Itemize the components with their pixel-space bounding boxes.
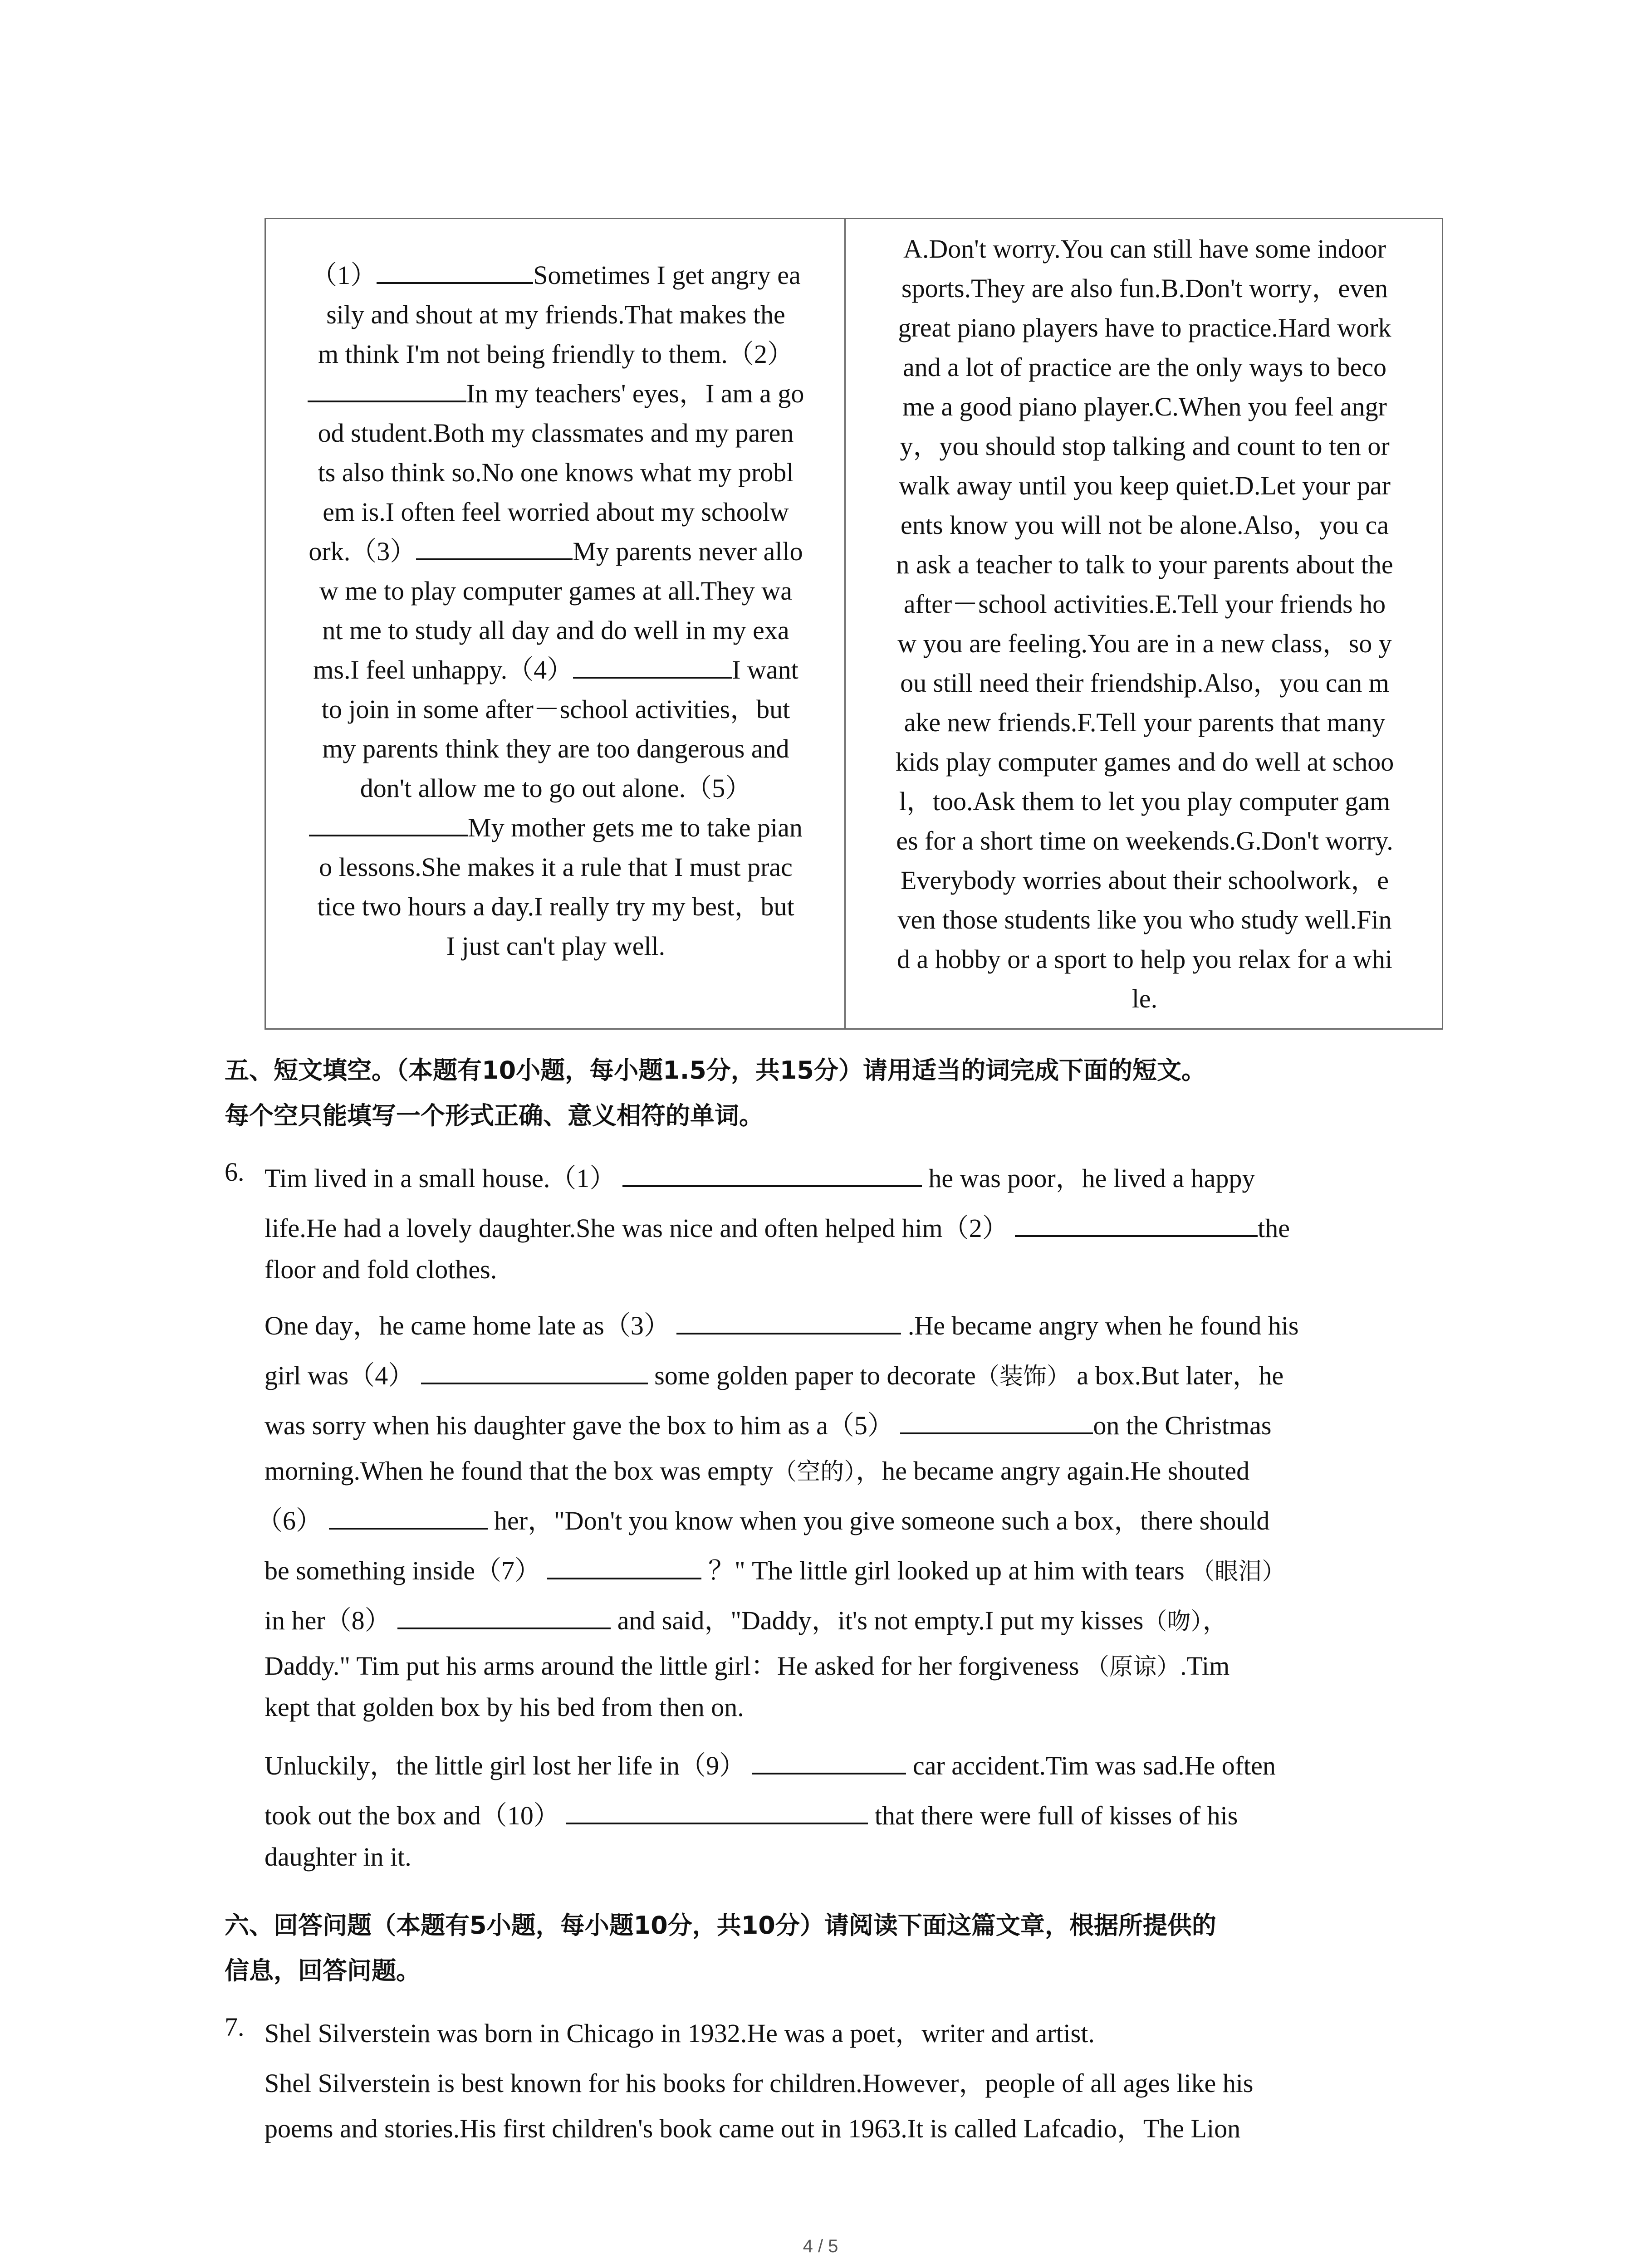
left-line: ts also think so.No one knows what my probl (318, 458, 794, 487)
q6-line-14 (265, 1794, 1238, 1832)
q6-blank-10[interactable] (566, 1823, 868, 1824)
q6-line-4 (265, 1304, 1299, 1342)
question-number: 7. (225, 2012, 245, 2042)
q6-text: car accident.Tim was sad.He often (912, 1751, 1276, 1780)
left-line: nt me to study all day and do well in my exa (322, 616, 789, 645)
q6-blank-4[interactable] (421, 1383, 648, 1384)
answer-blank-3[interactable] (416, 558, 573, 560)
q6-line-10 (265, 1599, 1229, 1637)
section6-heading-line1: 六、回答问题（本题有5小题，每小题10分，共10分）请阅读下面这篇文章，根据所提供的 (225, 1911, 1216, 1940)
right-line: me a good piano player.C.When you feel angr (902, 392, 1387, 421)
left-line: w me to play computer games at all.They wa (319, 576, 793, 606)
chinese-gloss: （吻） (1143, 1608, 1203, 1635)
right-line: ven those students like you who study well.Fin (897, 905, 1392, 934)
section5-heading-line2: 每个空只能填写一个形式正确、意义相符的单词。 (225, 1101, 764, 1130)
q6-text: ， (1202, 1606, 1229, 1635)
left-line: m think I'm not being friendly to them.（2） (318, 339, 794, 369)
q6-blank-7[interactable] (547, 1578, 701, 1579)
right-line: y，you should stop talking and count to ten or (900, 431, 1390, 461)
q6-text: in her（8） (265, 1606, 391, 1635)
right-line: walk away until you keep quiet.D.Let your par (899, 471, 1391, 500)
answer-blank-4[interactable] (573, 677, 732, 679)
q6-line-9 (265, 1549, 1285, 1587)
question-number: 6. (225, 1157, 245, 1187)
q6-line-2 (265, 1207, 1290, 1245)
left-line: I want (732, 655, 798, 684)
q7-line-3: poems and stories.His first children's book came out in 1963.It is called Lafcadio，The Lion (265, 2114, 1241, 2143)
right-line: w you are feeling.You are in a new class，so y (897, 629, 1392, 658)
table-column-divider (844, 219, 846, 1028)
q6-text: Daddy." Tim put his arms around the little girl：He asked for her forgiveness (265, 1651, 1079, 1681)
q6-blank-1[interactable] (622, 1185, 922, 1187)
q6-blank-6[interactable] (329, 1528, 488, 1530)
q6-line-15: daughter in it. (265, 1842, 411, 1872)
right-line: great piano players have to practice.Hard work (898, 313, 1391, 342)
left-line: o lessons.She makes it a rule that I must prac (319, 852, 793, 882)
left-line: ms.I feel unhappy.（4） (313, 655, 573, 684)
q6-blank-3[interactable] (676, 1333, 901, 1334)
q6-text: .Tim (1180, 1651, 1230, 1681)
q6-text: Unluckily，the little girl lost her life in（9） (265, 1751, 745, 1780)
right-line: d a hobby or a sport to help you relax for a whi (896, 944, 1393, 974)
q6-text: and said，"Daddy，it's not empty.I put my kisses (617, 1606, 1144, 1635)
left-line: tice two hours a day.I really try my best，but (317, 892, 794, 921)
table-left-cell (269, 255, 842, 966)
left-line: em is.I often feel worried about my schoolw (323, 497, 789, 527)
q6-text: was sorry when his daughter gave the box to him as a（5） (265, 1411, 894, 1440)
q6-blank-5[interactable] (900, 1432, 1093, 1434)
q6-text: life.He had a lovely daughter.She was nice and often helped him（2） (265, 1213, 1009, 1243)
q6-text: a box.But later，he (1077, 1361, 1284, 1390)
section6-heading-line2: 信息，回答问题。 (225, 1956, 421, 1985)
right-line: sports.They are also fun.B.Don't worry，even (901, 274, 1388, 303)
q7-line-1: Shel Silverstein was born in Chicago in 1932.He was a poet，writer and artist. (265, 2019, 1095, 2048)
left-line: I just can't play well. (446, 931, 666, 961)
answer-blank-1[interactable] (377, 282, 533, 284)
q6-text: One day，he came home late as（3） (265, 1311, 670, 1340)
q6-text: Tim lived in a small house.（1） (265, 1163, 616, 1193)
section5-heading-line1: 五、短文填空。（本题有10小题，每小题1.5分，共15分）请用适当的词完成下面的短文。 (225, 1056, 1206, 1085)
q6-line-5 (265, 1354, 1283, 1392)
right-line: A.Don't worry.You can still have some indoor (903, 234, 1386, 264)
left-line: In my teachers' eyes，I am a go (466, 379, 804, 408)
q6-text: girl was（4） (265, 1361, 415, 1390)
q6-line-11 (265, 1644, 1230, 1682)
q6-line-7 (265, 1449, 1249, 1487)
left-line: My parents never allo (573, 537, 803, 566)
left-line: to join in some after－school activities，but (321, 694, 790, 724)
q6-text: some golden paper to decorate (654, 1361, 976, 1390)
table-right-cell (848, 229, 1441, 1018)
q6-blank-9[interactable] (752, 1773, 906, 1774)
left-line: sily and shout at my friends.That makes the (326, 300, 785, 329)
right-line: n ask a teacher to talk to your parents about the (896, 550, 1393, 579)
page-number: 4 / 5 (803, 2236, 838, 2256)
chinese-gloss: （眼泪） (1191, 1558, 1286, 1585)
answer-blank-5[interactable] (309, 835, 468, 836)
left-line: od student.Both my classmates and my paren (318, 418, 794, 448)
blank-marker-1: （1） (311, 260, 377, 290)
right-line: ou still need their friendship.Also，you can m (900, 668, 1389, 698)
right-line: le. (1132, 984, 1158, 1013)
right-line: Everybody worries about their schoolwork，e (901, 865, 1389, 895)
q6-text: be something inside（7） (265, 1556, 541, 1585)
q6-text: （6） (256, 1506, 323, 1535)
q7-line-2: Shel Silverstein is best known for his books for children.However，people of all ages like his (265, 2068, 1254, 2098)
left-line: Sometimes I get angry ea (533, 260, 801, 290)
left-line: ork.（3） (309, 537, 416, 566)
q6-text: .He became angry when he found his (907, 1311, 1299, 1340)
q6-blank-8[interactable] (397, 1628, 611, 1629)
left-line: My mother gets me to take pian (468, 813, 803, 842)
right-line: after－school activities.E.Tell your friends ho (903, 589, 1386, 619)
left-line: my parents think they are too dangerous and (322, 734, 789, 763)
q6-text: her，"Don't you know when you give someone such a box，there should (494, 1506, 1270, 1535)
matching-table (265, 218, 1443, 1030)
right-line: es for a short time on weekends.G.Don't worry. (896, 826, 1393, 855)
q6-line-8 (256, 1499, 1269, 1537)
q6-text: morning.When he found that the box was empty (265, 1456, 774, 1486)
right-line: l，too.Ask them to let you play computer gam (899, 787, 1391, 816)
chinese-gloss: （原谅） (1086, 1653, 1181, 1681)
chinese-gloss: （装饰） (975, 1363, 1070, 1390)
chinese-gloss: （空的） (773, 1458, 856, 1486)
q6-text: ，he became angry again.He shouted (856, 1456, 1250, 1486)
left-line: don't allow me to go out alone.（5） (360, 773, 752, 803)
right-line: kids play computer games and do well at schoo (895, 747, 1394, 777)
q6-line-3: floor and fold clothes. (265, 1255, 497, 1284)
right-line: ake new friends.F.Tell your parents that many (904, 708, 1386, 737)
q6-text: he was poor，he lived a happy (928, 1163, 1255, 1193)
q6-text: took out the box and（10） (265, 1801, 560, 1830)
right-line: and a lot of practice are the only ways to beco (902, 352, 1387, 382)
q6-text: the (1258, 1213, 1290, 1243)
q6-line-6 (265, 1404, 1271, 1442)
q6-text: on the Christmas (1093, 1411, 1272, 1440)
q6-line-13 (265, 1744, 1276, 1782)
q6-line-1 (265, 1157, 1255, 1195)
right-line: ents know you will not be alone.Also，you ca (900, 510, 1389, 540)
q6-text: that there were full of kisses of his (874, 1801, 1238, 1830)
q6-line-12: kept that golden box by his bed from then on. (265, 1692, 744, 1722)
q6-blank-2[interactable] (1015, 1235, 1258, 1237)
answer-blank-2[interactable] (308, 401, 466, 402)
q6-text: ？" The little girl looked up at him with tears (708, 1556, 1185, 1585)
